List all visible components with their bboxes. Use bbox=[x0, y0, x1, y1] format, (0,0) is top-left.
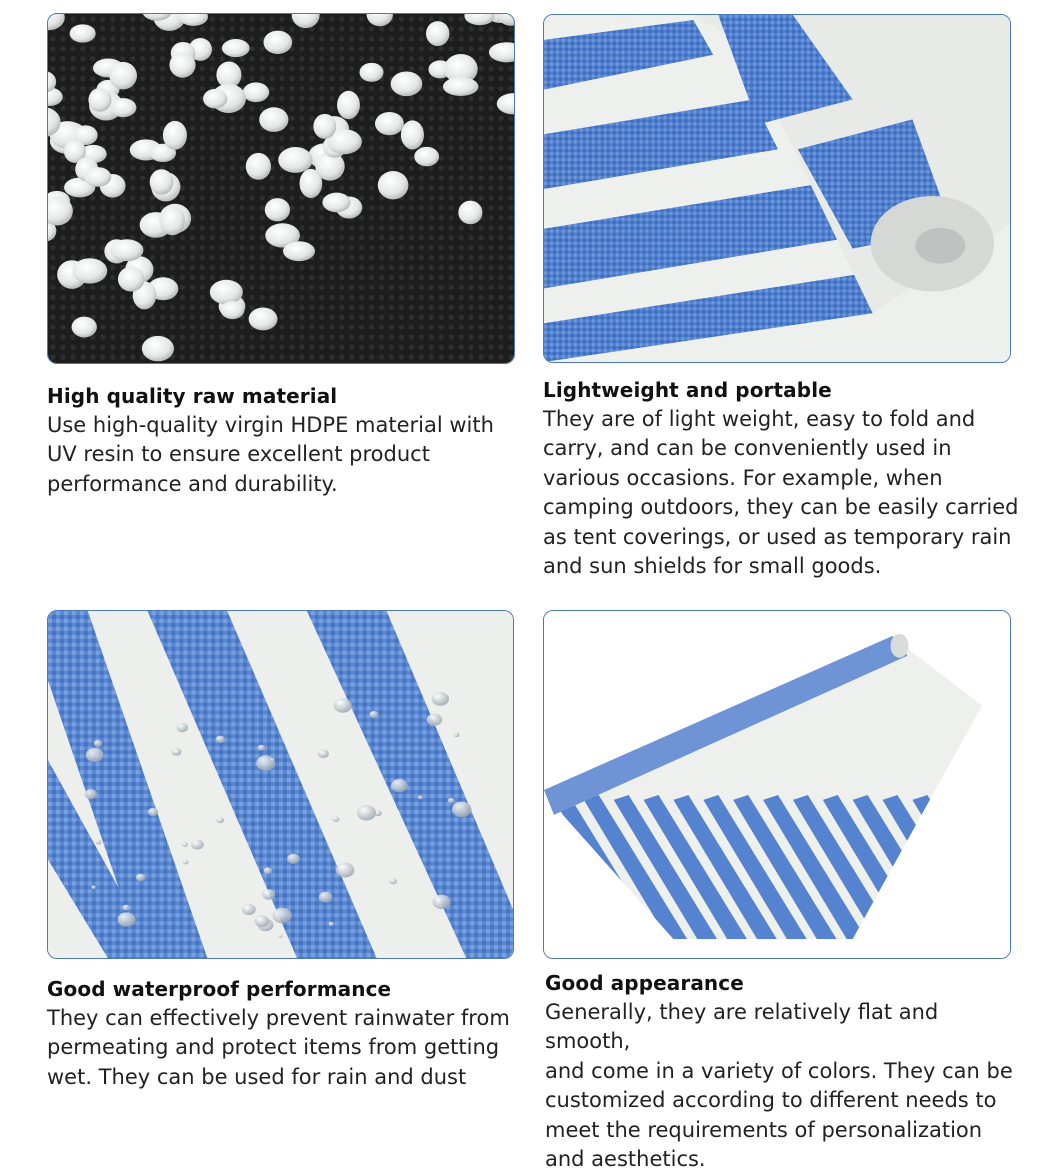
feature-title: Good waterproof performance bbox=[47, 977, 392, 1001]
water-droplet bbox=[418, 795, 423, 799]
raw-material-image bbox=[47, 13, 515, 364]
pellet bbox=[142, 336, 174, 361]
feature-line: customized according to different needs to bbox=[545, 1088, 997, 1113]
pellet bbox=[110, 98, 137, 117]
pellet bbox=[283, 241, 315, 261]
water-droplet bbox=[333, 816, 340, 822]
feature-line: and come in a variety of colors. They can be bbox=[545, 1058, 1013, 1083]
pellet bbox=[375, 112, 404, 135]
water-droplet bbox=[122, 905, 130, 911]
water-droplet bbox=[433, 895, 451, 910]
feature-waterproof bbox=[47, 976, 517, 1092]
pellet bbox=[160, 206, 185, 235]
feature-appearance bbox=[545, 970, 1030, 1174]
feature-line: and aesthetics. bbox=[545, 1147, 706, 1172]
pellet bbox=[222, 39, 250, 57]
water-droplet bbox=[391, 779, 408, 792]
water-droplet bbox=[242, 904, 256, 915]
pellet bbox=[84, 167, 111, 187]
pellet bbox=[414, 147, 439, 166]
water-droplet bbox=[172, 748, 182, 756]
feature-line: performance and durability. bbox=[47, 471, 338, 496]
pellet bbox=[109, 62, 137, 89]
feature-description bbox=[543, 405, 1023, 581]
water-droplet bbox=[191, 839, 204, 849]
water-droplet bbox=[272, 908, 291, 924]
water-droplet bbox=[432, 692, 449, 706]
water-droplet bbox=[389, 878, 397, 884]
pellet bbox=[210, 280, 243, 305]
pellet bbox=[263, 31, 292, 54]
pellet bbox=[110, 239, 143, 261]
water-droplet bbox=[264, 867, 272, 874]
water-droplet bbox=[255, 916, 270, 928]
feature-line: Generally, they are relatively flat and smooth, bbox=[545, 1000, 939, 1054]
feature-description bbox=[47, 411, 517, 499]
pellet bbox=[458, 201, 482, 225]
feature-line: and sun shields for small goods. bbox=[543, 554, 882, 579]
water-droplet bbox=[118, 912, 136, 926]
pellet bbox=[426, 21, 449, 46]
feature-lightweight bbox=[543, 377, 1023, 581]
pellet bbox=[259, 107, 288, 132]
feature-description bbox=[545, 998, 1030, 1174]
water-droplet bbox=[85, 789, 98, 799]
feature-line: Use high-quality virgin HDPE material with bbox=[47, 413, 494, 437]
feature-line: meet the requirements of personalization bbox=[545, 1117, 983, 1142]
portable-roll-image bbox=[543, 14, 1011, 363]
feature-line: permeating and protect items from getting bbox=[47, 1035, 500, 1060]
water-droplet bbox=[262, 889, 275, 900]
water-droplet bbox=[357, 805, 376, 820]
pellet bbox=[313, 114, 336, 139]
water-droplet bbox=[258, 745, 266, 751]
water-droplet bbox=[454, 732, 460, 737]
pellet bbox=[391, 71, 423, 96]
pellet bbox=[243, 82, 269, 102]
pellet bbox=[278, 147, 312, 173]
feature-line: They are of light weight, easy to fold and bbox=[543, 407, 976, 431]
pellet bbox=[359, 63, 383, 82]
water-droplet bbox=[329, 922, 334, 926]
water-droplet bbox=[86, 748, 104, 762]
water-droplet bbox=[148, 808, 159, 816]
pellet bbox=[443, 77, 478, 96]
pellet bbox=[163, 121, 187, 150]
feature-title: High quality raw material bbox=[47, 384, 338, 408]
pellet bbox=[322, 193, 350, 213]
water-droplet bbox=[279, 934, 283, 937]
feature-title: Good appearance bbox=[545, 971, 744, 995]
feature-line: carry, and can be conveniently used in bbox=[543, 436, 952, 461]
water-droplet bbox=[318, 749, 329, 758]
feature-line: camping outdoors, they can be easily carried bbox=[543, 495, 1019, 520]
pellet bbox=[169, 52, 195, 78]
pellet bbox=[221, 301, 245, 319]
pellet bbox=[118, 267, 145, 292]
feature-raw-material bbox=[47, 383, 517, 499]
water-droplet bbox=[95, 839, 101, 844]
water-droplet bbox=[319, 892, 333, 903]
feature-line: various occasions. For example, when bbox=[543, 465, 943, 490]
feature-line: wet. They can be used for rain and dust bbox=[47, 1064, 467, 1089]
water-droplet bbox=[336, 863, 355, 878]
water-droplet bbox=[216, 736, 225, 743]
water-droplet bbox=[334, 698, 352, 713]
water-droplet bbox=[91, 886, 95, 890]
water-droplet bbox=[270, 758, 275, 762]
waterproof-image bbox=[47, 610, 514, 959]
feature-line: They can effectively prevent rainwater from bbox=[47, 1006, 510, 1030]
water-droplet bbox=[256, 755, 275, 770]
pellet bbox=[203, 89, 227, 109]
water-droplet bbox=[369, 711, 378, 718]
feature-line: UV resin to ensure excellent product bbox=[47, 442, 430, 467]
water-droplet bbox=[452, 802, 472, 818]
water-droplet bbox=[136, 874, 146, 882]
water-droplet bbox=[183, 860, 189, 865]
pellet bbox=[378, 171, 409, 199]
pellet bbox=[72, 258, 107, 283]
water-droplet bbox=[287, 854, 300, 864]
pellet bbox=[337, 91, 360, 119]
pellet bbox=[88, 88, 111, 112]
water-droplet bbox=[448, 798, 455, 803]
water-droplet bbox=[177, 723, 189, 732]
feature-title: Lightweight and portable bbox=[543, 378, 832, 402]
pellet bbox=[150, 169, 174, 194]
feature-line: as tent coverings, or used as temporary rain bbox=[543, 524, 1012, 549]
water-droplet bbox=[94, 740, 102, 747]
appearance-image bbox=[543, 610, 1011, 959]
water-droplet bbox=[182, 842, 188, 847]
pellet bbox=[246, 153, 271, 180]
pellet bbox=[265, 198, 290, 221]
pellet bbox=[249, 308, 278, 331]
pellet bbox=[72, 317, 97, 338]
pellet bbox=[401, 120, 424, 149]
water-droplet bbox=[427, 714, 442, 726]
water-droplet bbox=[216, 817, 224, 823]
feature-description bbox=[47, 1004, 517, 1092]
pellet bbox=[70, 24, 96, 42]
